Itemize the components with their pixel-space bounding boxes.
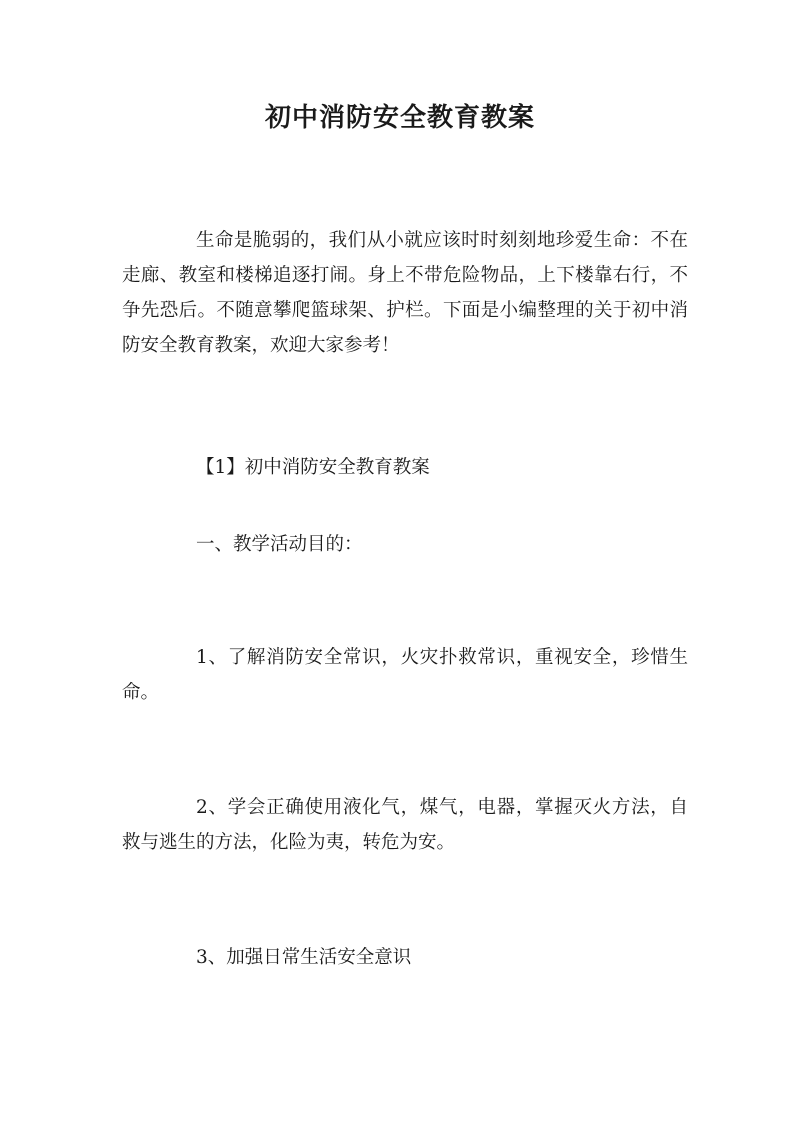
section-heading: 【1】初中消防安全教育教案 (196, 457, 430, 478)
objective-item-2: 2、学会正确使用液化气，煤气，电器，掌握灭火方法，自救与逃生的方法，化险为夷，转危为安。 (122, 797, 688, 853)
objective-item-3: 3、加强日常生活安全意识 (196, 947, 412, 968)
objective-item-1: 1、了解消防安全常识，火灾扑救常识，重视安全，珍惜生命。 (122, 647, 688, 703)
intro-paragraph: 生命是脆弱的，我们从小就应该时时刻刻地珍爱生命：不在走廊、教室和楼梯追逐打闹。身上不带危险物品，上下楼靠右行，不争先恐后。不随意攀爬篮球架、护栏。下面是小编整理的关于初中消防安全教育教案，欢迎大家参考！ (122, 230, 688, 356)
document-title: 初中消防安全教育教案 (264, 103, 535, 133)
objectives-heading: 一、教学活动目的： (196, 534, 363, 555)
